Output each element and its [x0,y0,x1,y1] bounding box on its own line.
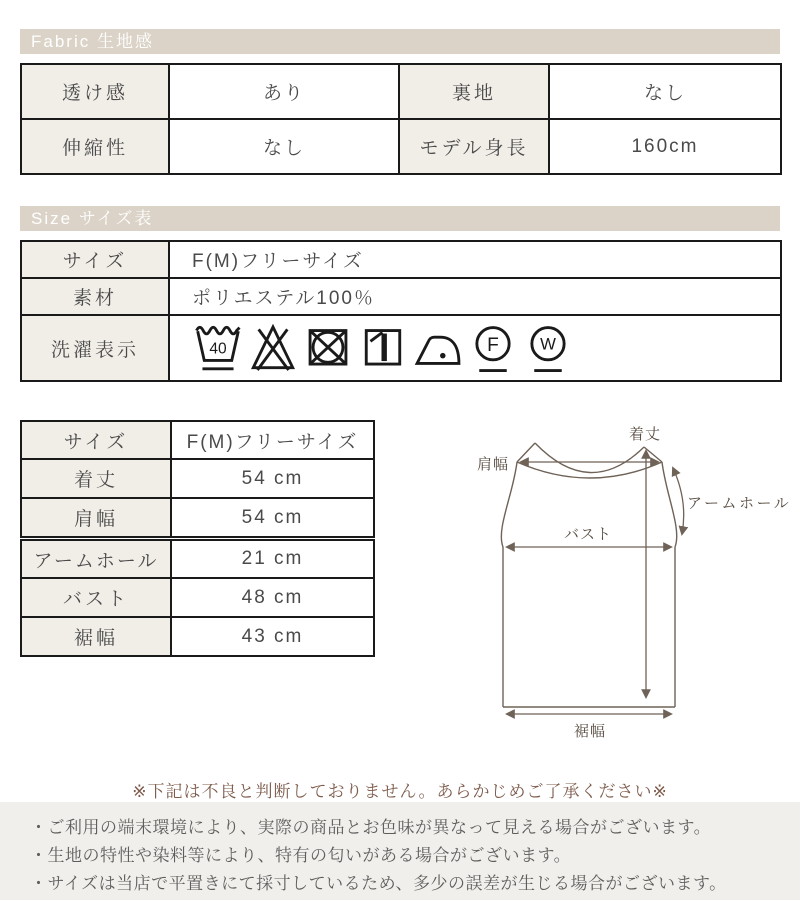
care-icons-row [194,321,779,376]
material-value: ポリエステル100％ [169,278,781,315]
material-label: 素材 [21,278,169,315]
svg-text:F: F [487,334,499,356]
fabric-value-lining: なし [549,64,781,119]
table-row [21,119,781,174]
table-row [21,617,374,656]
fabric-label-sheerness: 透け感 [21,64,169,119]
measure-hem-label: 裾幅 [21,617,171,656]
no-bleach-icon [249,321,297,376]
diagram-hem-label: 裾幅 [573,723,607,740]
tank-top-outline [501,443,676,707]
fabric-value-stretch: なし [169,119,399,174]
disclaimer-line: ・ご利用の端末環境により、実際の商品とお色味が異なって見える場合がございます。 [30,818,712,837]
wash-40-gentle-icon [194,321,242,376]
measure-bust-value: 48 cm [171,578,374,617]
size-section-heading: Size サイズ表 [20,206,780,231]
table-row [21,64,781,119]
measure-hem-value: 43 cm [171,617,374,656]
diagram-armhole-label: アームホール [687,495,792,512]
dry-clean-petroleum-gentle-icon [469,321,517,376]
care-icons-cell [169,315,781,381]
table-row [21,421,374,459]
fabric-value-model-height: 160cm [549,119,781,174]
disclaimer-line: ・サイズは当店で平置きにて採寸しているため、多少の誤差が生じる場合がございます。 [30,874,727,893]
measure-armhole-value: 21 cm [171,540,374,578]
table-row [21,498,374,537]
measure-length-value: 54 cm [171,459,374,498]
measure-bust-label: バスト [21,578,171,617]
svg-text:40: 40 [209,339,227,357]
fabric-section-heading: Fabric 生地感 [20,29,780,54]
table-row [21,459,374,498]
size-info-table [20,240,782,382]
table-row [21,241,781,278]
fabric-table [20,63,782,175]
table-row [21,278,781,315]
measurement-table-lower [20,539,375,657]
garment-measurement-diagram [430,413,795,753]
measure-header-value: F(M)フリーサイズ [171,421,374,459]
disclaimer-section [0,802,800,900]
table-row [21,540,374,578]
fabric-value-sheerness: あり [169,64,399,119]
measure-shoulder-value: 54 cm [171,498,374,537]
defect-notice: ※下記は不良と判断しておりません。あらかじめご了承ください※ [132,782,668,801]
wet-clean-gentle-icon [524,321,572,376]
measurement-table-upper [20,420,375,538]
line-dry-in-shade-icon [359,321,407,376]
measure-shoulder-label: 肩幅 [21,498,171,537]
iron-low-heat-icon [414,321,462,376]
measure-length-label: 着丈 [21,459,171,498]
size-label: サイズ [21,241,169,278]
table-row [21,578,374,617]
svg-text:W: W [540,334,556,354]
diagram-length-label: 着丈 [628,426,662,443]
measure-armhole-label: アームホール [21,540,171,578]
care-label: 洗濯表示 [21,315,169,381]
measure-header-label: サイズ [21,421,171,459]
size-value: F(M)フリーサイズ [169,241,781,278]
disclaimer-line: ・生地の特性や染料等により、特有の匂いがある場合がございます。 [30,846,572,865]
no-tumble-dry-icon [304,321,352,376]
armhole-arrow [673,468,684,534]
fabric-label-lining: 裏地 [399,64,549,119]
fabric-label-model-height: モデル身長 [399,119,549,174]
fabric-label-stretch: 伸縮性 [21,119,169,174]
table-row [21,315,781,381]
diagram-bust-label: バスト [563,526,613,543]
diagram-shoulder-label: 肩幅 [476,456,509,473]
